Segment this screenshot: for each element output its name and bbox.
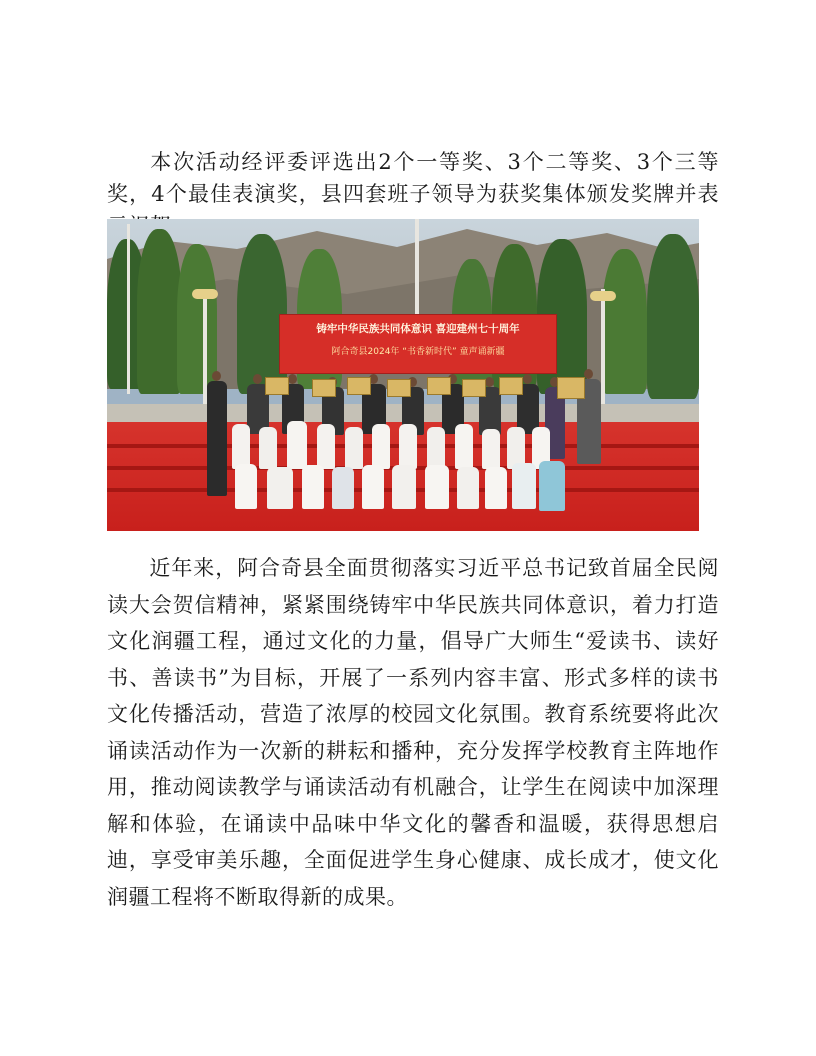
child-figure xyxy=(345,427,363,469)
head xyxy=(523,374,532,384)
award-ceremony-photo xyxy=(107,219,699,531)
award-plaque xyxy=(312,379,336,397)
head xyxy=(485,377,494,387)
child-figure xyxy=(235,464,257,509)
child-figure xyxy=(372,424,390,469)
award-plaque xyxy=(427,377,451,395)
tree xyxy=(137,229,182,394)
adult-figure xyxy=(207,381,227,496)
lamp-post xyxy=(415,219,419,319)
head xyxy=(584,369,593,379)
child-figure xyxy=(427,427,445,469)
tree xyxy=(647,234,699,399)
paragraph-awards-text: 本次活动经评委评选出2个一等奖、3个二等奖、3个三等奖，4个最佳表演奖，县四套班子领导为获奖集体颁发奖牌并表 xyxy=(107,150,719,206)
tree xyxy=(602,249,647,394)
child-figure xyxy=(455,424,473,469)
ceremony-banner xyxy=(279,314,557,374)
banner-subtitle: 阿合奇县2024年 “书香新时代” 童声诵新疆 xyxy=(331,347,505,357)
head xyxy=(253,374,262,384)
banner-title: 铸牢中华民族共同体意识 喜迎建州七十周年 xyxy=(316,323,520,335)
paragraph-reading-initiative xyxy=(107,550,719,915)
award-plaque xyxy=(557,377,585,399)
lamp-head xyxy=(590,291,616,301)
child-figure xyxy=(482,429,500,469)
head xyxy=(288,374,297,384)
child-figure xyxy=(362,465,384,509)
award-plaque xyxy=(462,379,486,397)
award-plaque xyxy=(387,379,411,397)
child-figure xyxy=(512,463,536,509)
child-figure xyxy=(457,467,479,509)
child-figure xyxy=(399,424,417,469)
award-plaque xyxy=(499,377,523,395)
child-figure xyxy=(485,467,507,509)
child-figure xyxy=(287,421,307,469)
lamp-post xyxy=(127,224,130,394)
child-figure xyxy=(232,424,250,469)
award-plaque xyxy=(347,377,371,395)
child-figure xyxy=(267,467,293,509)
child-figure xyxy=(302,465,324,509)
lamp-post xyxy=(601,289,605,409)
paragraph-reading-initiative-text: 近年来，阿合奇县全面贯彻落实习近平总书记致首届全民阅读大会贺信精神，紧紧围绕铸牢中华民族共同体意识，着力打造文化润疆工程，通过文化的力量，倡导广大师生“爱读书、读好书、善读书”为目标，开展了一系列内容丰富、形式多样的读书文化传播活动，营造了浓厚的校园文化氛围。教育系统要将此次诵读活动作为一次新的耕耘和播种，充分发挥学校教育主阵地作用，推动阅读教学与诵读活动有机融合，让学生在阅读中加深理解和体验，在诵读中品味中华文化的馨香和温暖，获得思想启迪，享受审美乐趣，全面促进学生身心健康、成长成才，使文化润疆工程将不断取得新的成果。 xyxy=(107,556,719,909)
child-figure xyxy=(332,467,354,509)
child-figure xyxy=(259,427,277,469)
award-plaque xyxy=(265,377,289,395)
child-figure xyxy=(425,465,449,509)
tree xyxy=(177,244,217,394)
child-figure xyxy=(539,461,565,511)
lamp-head xyxy=(192,289,218,299)
head xyxy=(212,371,221,381)
child-figure xyxy=(392,465,416,509)
child-figure xyxy=(317,424,335,469)
